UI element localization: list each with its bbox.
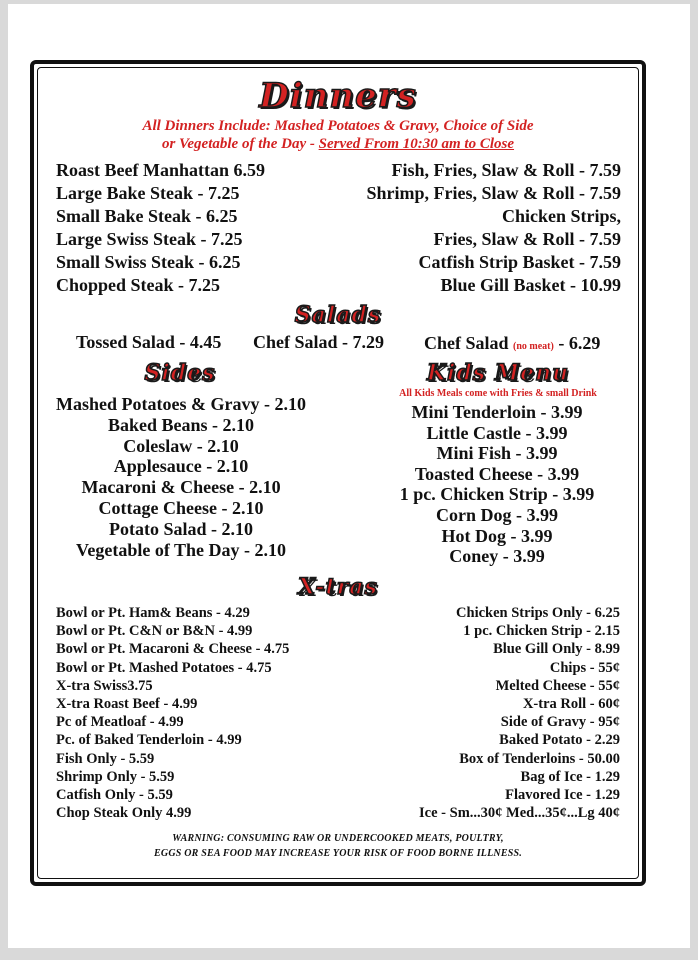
list-item: Little Castle - 3.99 — [426, 422, 568, 443]
list-item: Catfish Strip Basket - 7.59 — [418, 252, 621, 272]
chef-salad-no-meat-name: Chef Salad — [424, 333, 509, 353]
list-item: Fries, Slaw & Roll - 7.59 — [433, 229, 621, 249]
list-item: Shrimp Only - 5.59 — [56, 768, 175, 785]
tossed-salad-item: Tossed Salad - 4.45 — [76, 332, 222, 352]
list-item: Hot Dog - 3.99 — [441, 525, 553, 546]
list-item: X-tra Roast Beef - 4.99 — [56, 696, 198, 713]
list-item: Chicken Strips, — [501, 206, 621, 226]
list-item: Bowl or Pt. C&N or B&N - 4.99 — [56, 623, 253, 640]
chef-salad-item: Chef Salad - 7.29 — [253, 332, 385, 352]
list-item: Large Bake Steak - 7.25 — [56, 183, 240, 203]
list-item: Bag of Ice - 1.29 — [520, 768, 620, 785]
kids-menu-list — [354, 402, 640, 567]
list-item: Applesauce - 2.10 — [113, 456, 249, 477]
list-item: Ice - Sm...30¢ Med...35¢...Lg 40¢ — [419, 805, 620, 822]
salads-heading: Salads — [294, 302, 382, 328]
dinners-right-list — [367, 159, 622, 297]
list-item: Bowl or Pt. Mashed Potatoes - 4.75 — [56, 659, 272, 676]
list-item: Chicken Strips Only - 6.25 — [456, 605, 620, 621]
list-item: Chopped Steak - 7.25 — [56, 275, 221, 295]
list-item: Blue Gill Basket - 10.99 — [440, 275, 621, 295]
list-item: Roast Beef Manhattan 6.59 — [56, 160, 265, 180]
list-item: Large Swiss Steak - 7.25 — [56, 229, 243, 249]
list-item: Potato Salad - 2.10 — [109, 518, 253, 539]
list-item: Mashed Potatoes & Gravy - 2.10 — [56, 394, 306, 414]
list-item: Mini Fish - 3.99 — [436, 443, 558, 464]
list-item: Fish, Fries, Slaw & Roll - 7.59 — [391, 160, 621, 180]
warning-line2: EGGS OR SEA FOOD MAY INCREASE YOUR RISK OF FOOD BORNE ILLNESS. — [154, 848, 522, 859]
xtras-right-list — [419, 604, 620, 822]
list-item: Vegetable of The Day - 2.10 — [76, 539, 286, 560]
sides-list — [40, 394, 322, 560]
list-item: Corn Dog - 3.99 — [436, 504, 558, 525]
kids-menu-note: All Kids Meals come with Fries & small Drink — [399, 388, 597, 399]
chef-salad-no-meat-item — [424, 332, 600, 358]
list-item: Baked Beans - 2.10 — [107, 414, 255, 435]
list-item: Fish Only - 5.59 — [56, 750, 155, 767]
list-item: Coney - 3.99 — [449, 546, 545, 567]
list-item: Pc. of Baked Tenderloin - 4.99 — [56, 732, 242, 749]
list-item: Side of Gravy - 95¢ — [500, 714, 620, 731]
list-item: Macaroni & Cheese - 2.10 — [81, 477, 281, 498]
list-item: 1 pc. Chicken Strip - 2.15 — [463, 623, 620, 640]
xtras-left-list — [56, 604, 289, 822]
no-meat-note: (no meat) — [513, 341, 554, 352]
list-item: Small Swiss Steak - 6.25 — [56, 252, 241, 272]
list-item: Shrimp, Fries, Slaw & Roll - 7.59 — [366, 183, 621, 203]
sides-heading: Sides — [144, 360, 216, 386]
kids-menu-heading: Kids Menu — [426, 360, 570, 386]
list-item: Melted Cheese - 55¢ — [495, 677, 620, 694]
list-item: Box of Tenderloins - 50.00 — [459, 750, 620, 767]
list-item: Flavored Ice - 1.29 — [505, 787, 620, 804]
dinners-served-hours: Served From 10:30 am to Close — [318, 136, 515, 152]
list-item: Bowl or Pt. Ham& Beans - 4.29 — [56, 605, 250, 621]
list-item: Mini Tenderloin - 3.99 — [411, 402, 583, 422]
list-item: Small Bake Steak - 6.25 — [56, 206, 238, 226]
list-item: X-tra Swiss3.75 — [56, 677, 153, 694]
list-item: Cottage Cheese - 2.10 — [98, 497, 264, 518]
chef-salad-no-meat-price: - 6.29 — [558, 333, 601, 353]
list-item: Blue Gill Only - 8.99 — [493, 641, 620, 658]
list-item: 1 pc. Chicken Strip - 3.99 — [399, 484, 595, 505]
list-item: Baked Potato - 2.29 — [499, 732, 620, 749]
dinners-left-list — [56, 159, 265, 297]
list-item: Pc of Meatloaf - 4.99 — [56, 714, 184, 731]
list-item: Chop Steak Only 4.99 — [56, 805, 192, 822]
list-item: Catfish Only - 5.59 — [56, 787, 173, 804]
dinners-subtitle-line1: All Dinners Include: Mashed Potatoes & Gravy, Choice of Side — [142, 118, 534, 134]
dinners-subtitle-line2 — [0, 136, 676, 153]
food-warning — [0, 831, 676, 861]
list-item: Coleslaw - 2.10 — [123, 435, 239, 456]
list-item: Bowl or Pt. Macaroni & Cheese - 4.75 — [56, 641, 290, 658]
xtras-heading: X-tras — [298, 574, 378, 600]
dinners-subtitle-prefix: or Vegetable of the Day - — [161, 136, 319, 152]
list-item: X-tra Roll - 60¢ — [522, 696, 620, 713]
list-item: Chips - 55¢ — [549, 659, 620, 676]
warning-line1: WARNING: CONSUMING RAW OR UNDERCOOKED MEATS, POULTRY, — [172, 833, 504, 844]
list-item: Toasted Cheese - 3.99 — [414, 463, 580, 484]
dinners-heading: Dinners — [259, 76, 417, 116]
